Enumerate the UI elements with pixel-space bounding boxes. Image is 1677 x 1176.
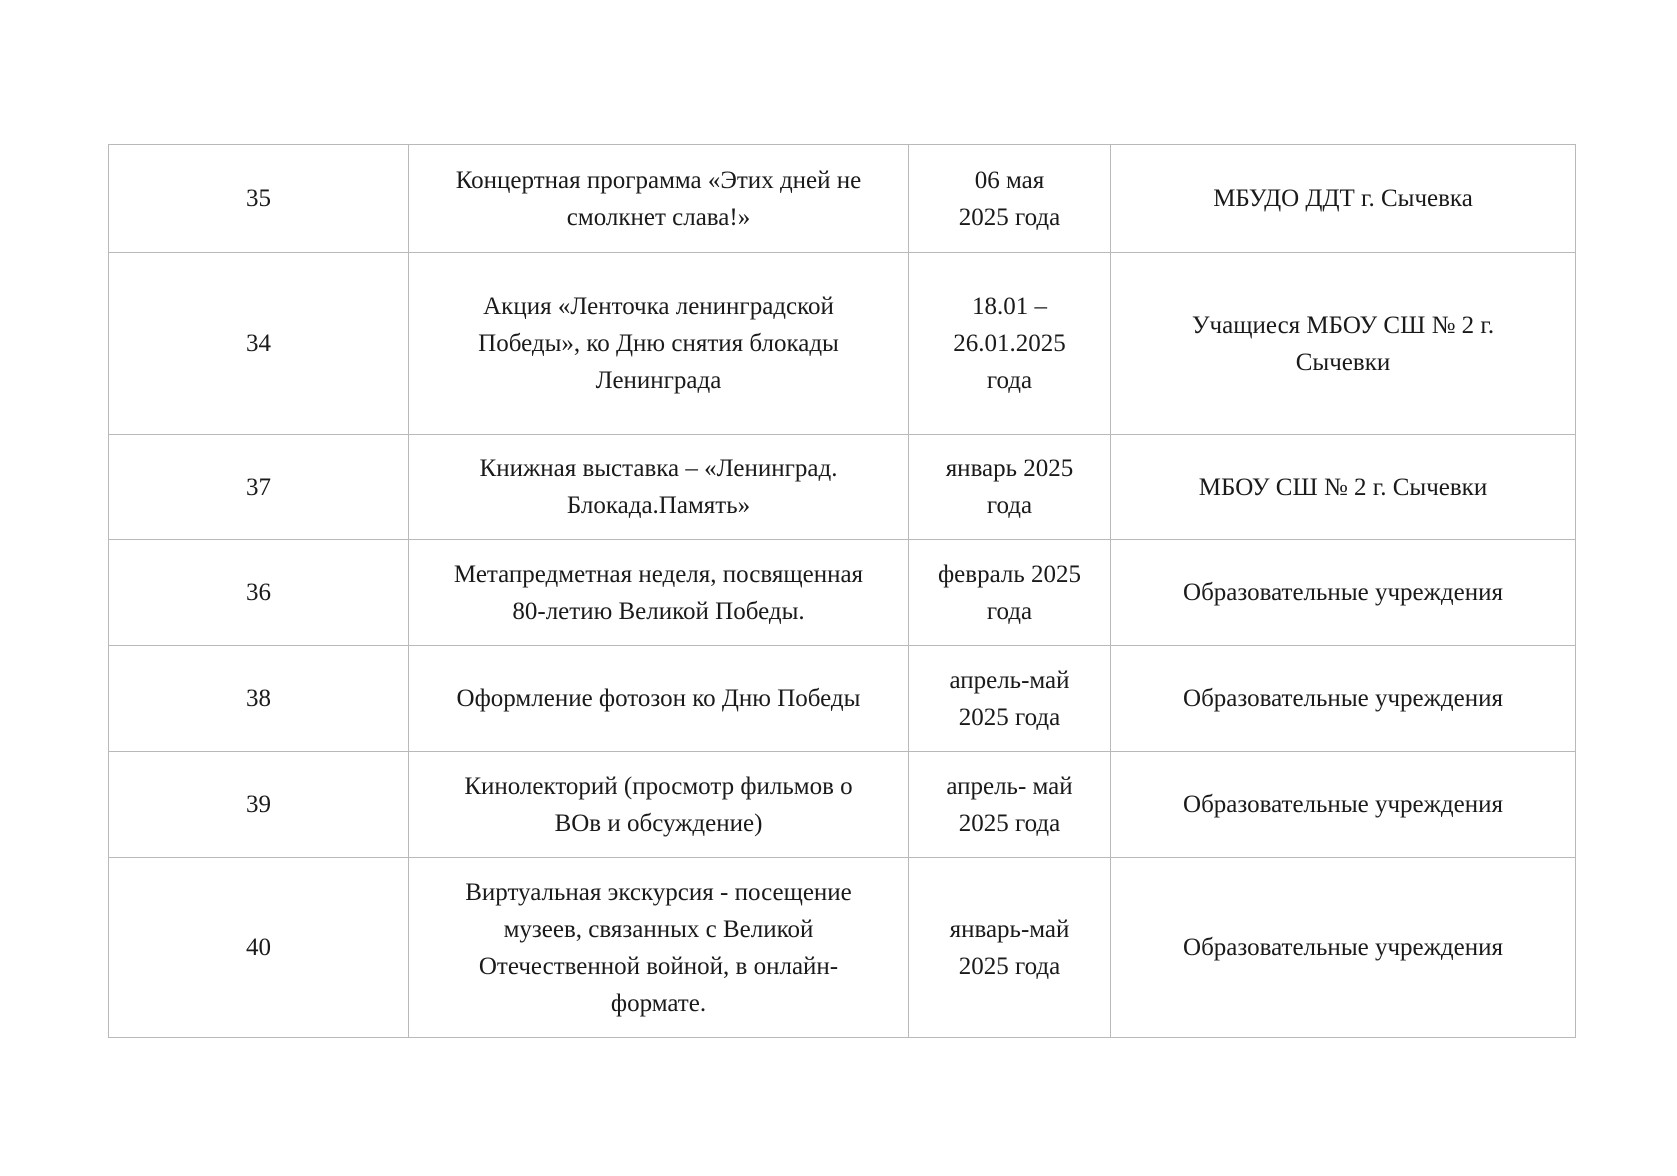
event-date-cell: январь 2025 года — [909, 435, 1111, 540]
event-date-cell: апрель-май 2025 года — [909, 646, 1111, 752]
row-number-cell: 34 — [109, 253, 409, 435]
event-title-cell: Метапредметная неделя, посвященная 80-летию Великой Победы. — [409, 540, 909, 646]
event-title-cell: Концертная программа «Этих дней не смолкнет слава!» — [409, 145, 909, 253]
row-number-cell: 39 — [109, 752, 409, 858]
event-date-cell: январь-май 2025 года — [909, 858, 1111, 1038]
row-number-cell: 40 — [109, 858, 409, 1038]
row-number-cell: 35 — [109, 145, 409, 253]
event-date-cell: февраль 2025 года — [909, 540, 1111, 646]
organizer-cell: МБУДО ДДТ г. Сычевка — [1111, 145, 1576, 253]
table-row — [109, 253, 1576, 435]
organizer-cell: МБОУ СШ № 2 г. Сычевки — [1111, 435, 1576, 540]
row-number-cell: 36 — [109, 540, 409, 646]
table-row — [109, 646, 1576, 752]
events-table — [108, 144, 1576, 1038]
event-date-cell: 06 мая 2025 года — [909, 145, 1111, 253]
table-row — [109, 858, 1576, 1038]
table-row — [109, 145, 1576, 253]
event-title-cell: Книжная выставка – «Ленинград. Блокада.Память» — [409, 435, 909, 540]
event-date-cell: апрель- май 2025 года — [909, 752, 1111, 858]
event-title-cell: Кинолекторий (просмотр фильмов о ВОв и обсуждение) — [409, 752, 909, 858]
table-row — [109, 435, 1576, 540]
event-date-cell: 18.01 – 26.01.2025 года — [909, 253, 1111, 435]
row-number-cell: 37 — [109, 435, 409, 540]
table-row — [109, 752, 1576, 858]
row-number-cell: 38 — [109, 646, 409, 752]
event-title-cell: Акция «Ленточка ленинградской Победы», ко Дню снятия блокады Ленинграда — [409, 253, 909, 435]
organizer-cell: Образовательные учреждения — [1111, 646, 1576, 752]
event-title-cell: Оформление фотозон ко Дню Победы — [409, 646, 909, 752]
organizer-cell: Образовательные учреждения — [1111, 540, 1576, 646]
table-row — [109, 540, 1576, 646]
organizer-cell: Образовательные учреждения — [1111, 752, 1576, 858]
organizer-cell: Образовательные учреждения — [1111, 858, 1576, 1038]
organizer-cell: Учащиеся МБОУ СШ № 2 г. Сычевки — [1111, 253, 1576, 435]
event-title-cell: Виртуальная экскурсия - посещение музеев, связанных с Великой Отечественной войной, в онлайн- формате. — [409, 858, 909, 1038]
